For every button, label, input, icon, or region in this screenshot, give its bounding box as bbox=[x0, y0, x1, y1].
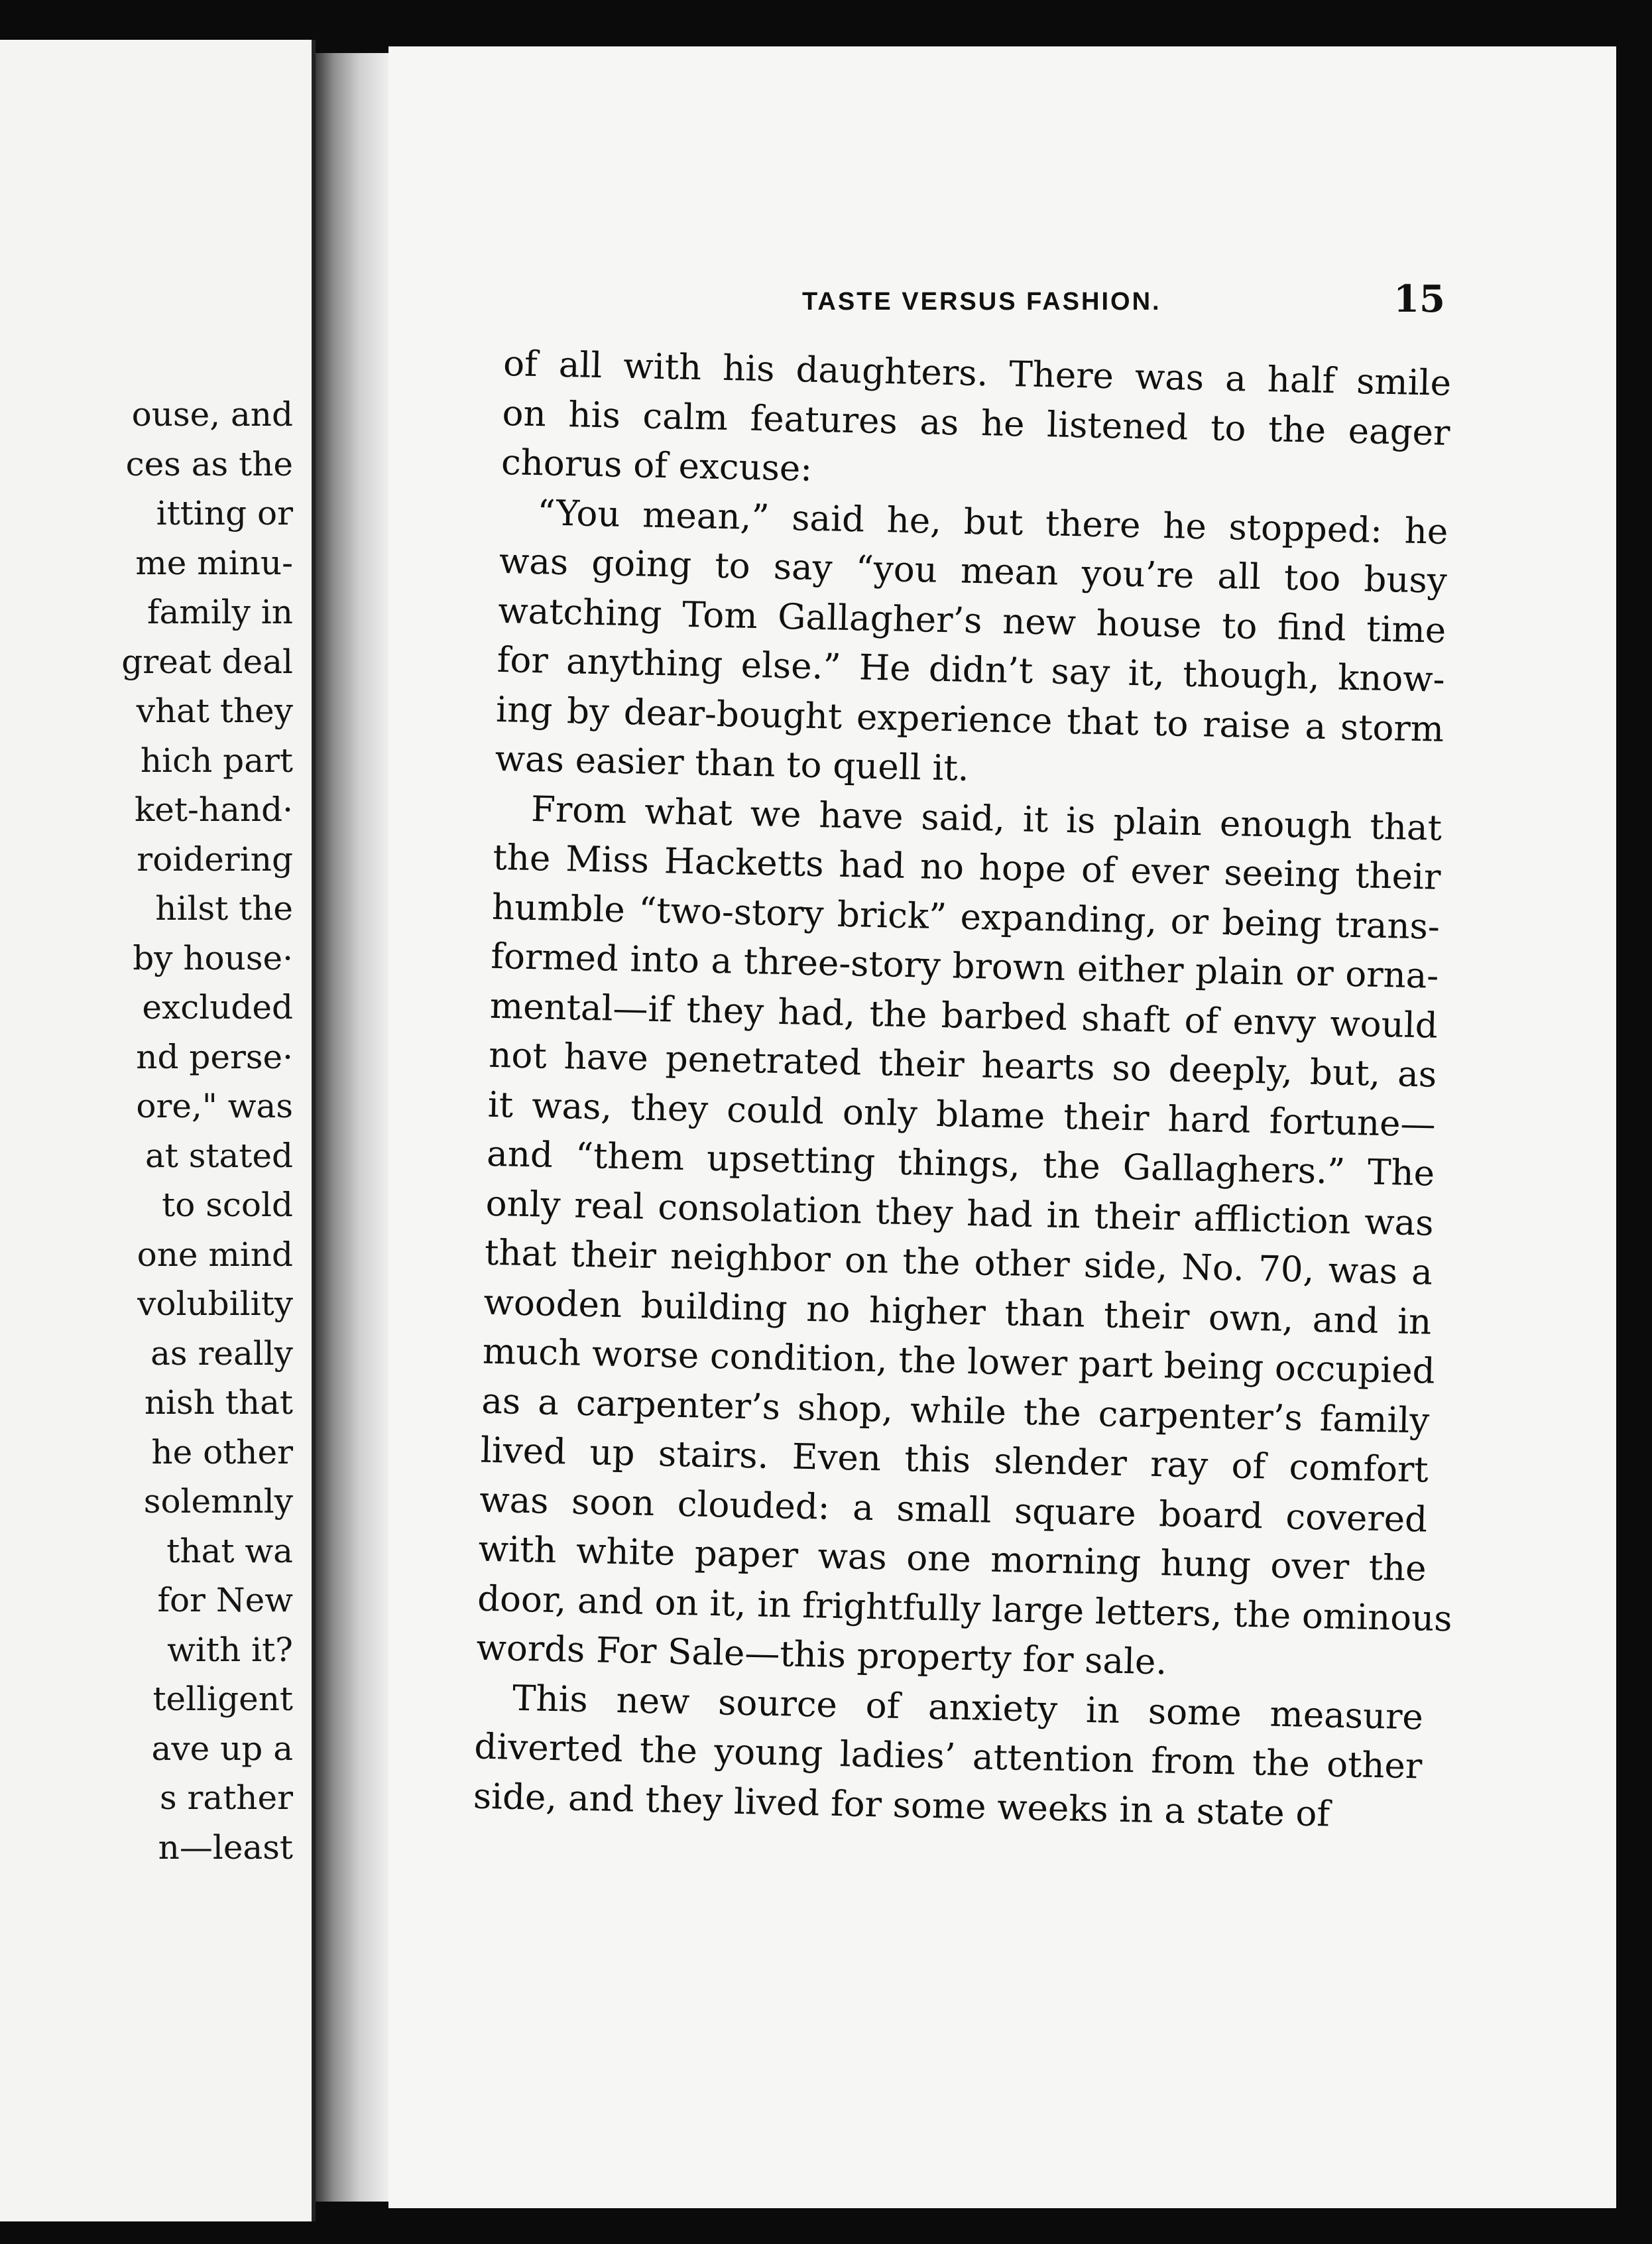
body-line: the Miss Hacketts had no hope of ever seeing their bbox=[492, 837, 1441, 898]
left-page-line: itting or bbox=[156, 494, 293, 532]
running-head: TASTE VERSUS FASHION. bbox=[802, 288, 1161, 316]
left-page-line: s rather bbox=[159, 1778, 293, 1817]
body-line: as a carpenter’s shop, while the carpenter’s family bbox=[481, 1381, 1430, 1442]
body-line: formed into a three-story brown either plain or orna- bbox=[490, 936, 1439, 997]
body-line: much worse condition, the lower part being occupied bbox=[482, 1331, 1436, 1392]
page-header bbox=[411, 239, 1445, 321]
page-number: 15 bbox=[1393, 277, 1445, 321]
left-page-line: he other bbox=[151, 1432, 293, 1471]
left-page-line: ave up a bbox=[151, 1729, 293, 1768]
body-line: ing by dear-bought experience that to raise a storm bbox=[495, 689, 1445, 750]
body-line: watching Tom Gallagher’s new house to find time bbox=[497, 590, 1446, 651]
left-page-line: ces as the bbox=[125, 444, 293, 483]
body-line: mental—if they had, the barbed shaft of envy would bbox=[489, 985, 1439, 1046]
left-page-line: nish that bbox=[144, 1383, 293, 1422]
body-line: of all with his daughters. There was a half smile bbox=[502, 343, 1452, 404]
left-page-line: telligent bbox=[152, 1680, 293, 1718]
book-gutter bbox=[316, 53, 388, 2202]
scan-border-right bbox=[1616, 0, 1652, 2244]
body-line: that their neighbor on the other side, No. 70, was a bbox=[484, 1232, 1433, 1293]
left-page-line: ore," was bbox=[136, 1087, 293, 1125]
body-line: on his calm features as he listened to the eager bbox=[502, 393, 1451, 454]
body-line: diverted the young ladies’ attention from the other bbox=[473, 1726, 1423, 1787]
left-page-line: ket-hand· bbox=[135, 790, 293, 829]
body-line: words For Sale—this property for sale. bbox=[476, 1627, 1167, 1683]
left-page-text bbox=[0, 390, 293, 1872]
body-line: was going to say “you mean you’re all too busy bbox=[499, 540, 1448, 601]
left-page-line: n—least bbox=[158, 1828, 293, 1867]
left-page-line: at stated bbox=[145, 1136, 293, 1175]
left-page-line: volubility bbox=[137, 1284, 293, 1323]
left-page-line: solemnly bbox=[143, 1482, 293, 1521]
body-line: was soon clouded: a small square board covered bbox=[479, 1479, 1428, 1540]
body-line: chorus of excuse: bbox=[501, 442, 813, 489]
left-page-line: by house· bbox=[133, 938, 293, 977]
body-line: wooden building no higher than their own, and in bbox=[483, 1282, 1432, 1343]
left-page-line: for New bbox=[157, 1581, 293, 1619]
body-line: This new source of anxiety in some measure bbox=[512, 1678, 1424, 1737]
left-page-line: ouse, and bbox=[131, 395, 293, 434]
body-line: “You mean,” said he, but there he stopped: he bbox=[536, 492, 1448, 552]
left-page bbox=[0, 40, 316, 2221]
body-line: and “them upsetting things, the Gallaghers.” The bbox=[486, 1133, 1435, 1194]
body-line: humble “two-story brick” expanding, or being trans- bbox=[491, 887, 1441, 948]
left-page-line: nd perse· bbox=[136, 1037, 293, 1076]
left-page-line: hilst the bbox=[155, 889, 293, 928]
left-page-line: hich part bbox=[140, 741, 293, 780]
left-page-line: one mind bbox=[137, 1235, 293, 1274]
body-line: From what we have said, it is plain enough that bbox=[530, 788, 1443, 849]
left-page-line: me minu- bbox=[135, 543, 293, 582]
left-page-line: to scold bbox=[162, 1186, 293, 1224]
body-line: with white paper was one morning hung over the bbox=[478, 1528, 1427, 1590]
left-page-line: that wa bbox=[166, 1531, 293, 1570]
body-line: it was, they could only blame their hard fortune— bbox=[487, 1084, 1437, 1145]
body-line: not have penetrated their hearts so deeply, but, as bbox=[488, 1034, 1437, 1095]
body-line: side, and they lived for some weeks in a state of bbox=[473, 1776, 1330, 1835]
body-line: only real consolation they had in their affliction was bbox=[485, 1183, 1435, 1244]
body-line: for anything else.” He didn’t say it, though, know- bbox=[497, 639, 1446, 700]
left-page-line: family in bbox=[147, 593, 293, 631]
body-text bbox=[473, 340, 1451, 1841]
left-page-line: with it? bbox=[167, 1630, 293, 1669]
left-page-line: excluded bbox=[142, 988, 293, 1027]
body-line: door, and on it, in frightfully large letters, the ominous bbox=[477, 1578, 1453, 1639]
left-page-line: great deal bbox=[121, 642, 293, 681]
body-line: lived up stairs. Even this slender ray of comfort bbox=[480, 1430, 1429, 1491]
left-page-line: roidering bbox=[137, 840, 293, 879]
left-page-line: vhat they bbox=[136, 692, 293, 730]
left-page-line: as really bbox=[150, 1334, 293, 1373]
body-line: was easier than to quell it. bbox=[495, 738, 970, 789]
